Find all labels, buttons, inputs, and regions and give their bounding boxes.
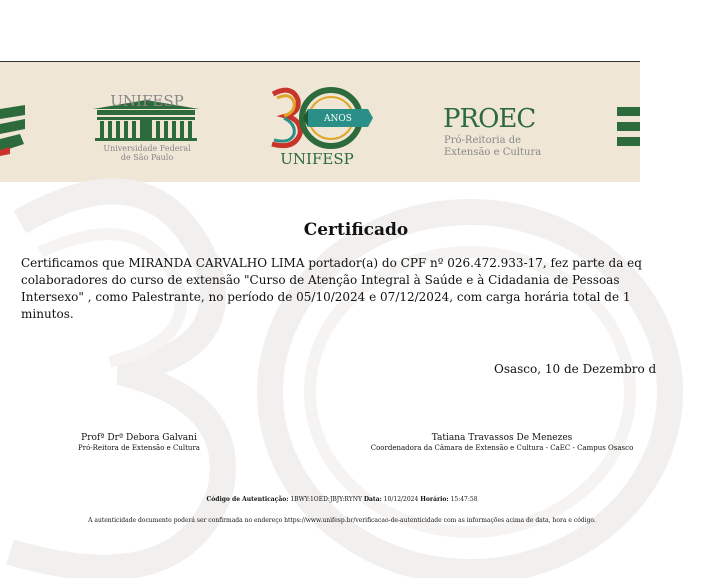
body-line: minutos. bbox=[21, 307, 74, 321]
signature-role: Coordenadora da Câmara de Extensão e Cultura - CaEC - Campus Osasco bbox=[370, 444, 634, 452]
banner-graphics bbox=[0, 62, 640, 182]
proec-logo-name: PROEC bbox=[443, 104, 536, 134]
header-banner bbox=[0, 62, 640, 182]
signature-block-dean bbox=[39, 433, 239, 452]
authentication-line bbox=[0, 496, 684, 503]
auth-code-label: Código de Autenticação: bbox=[206, 496, 289, 503]
body-line: Certificamos que MIRANDA CARVALHO LIMA portador(a) do CPF nº 026.472.933-17, fez parte da eq bbox=[21, 256, 642, 270]
certificate-content bbox=[0, 182, 657, 574]
certificate-title: Certificado bbox=[303, 220, 409, 240]
body-line: colaboradores do curso de extensão "Curso de Atenção Integral à Saúde e à Cidadania de Pessoas bbox=[21, 273, 620, 287]
auth-time-label: Horário: bbox=[420, 496, 449, 503]
certificate-body bbox=[21, 255, 661, 323]
auth-date-value: 10/12/2024 bbox=[383, 496, 419, 503]
left-stripes-icon bbox=[0, 105, 25, 156]
proec-logo-line1: Pró-Reitoria de bbox=[444, 135, 522, 146]
verification-note: A autenticidade documento poderá ser confirmada no endereço https://www.unifesp.br/verificacao-de-autenticidade com as informações acima de data, hora e código. bbox=[88, 517, 596, 524]
proec-logo-line2: Extensão e Cultura bbox=[444, 147, 542, 158]
anniversary-logo-name: UNIFESP bbox=[280, 150, 354, 168]
unifesp-logo-line1: Universidade Federal bbox=[103, 144, 191, 153]
unifesp-logo-name: UNIFESP bbox=[110, 92, 184, 110]
signature-role: Pró-Reitora de Extensão e Cultura bbox=[78, 444, 200, 452]
place-date: Osasco, 10 de Dezembro d bbox=[494, 362, 657, 376]
body-line: Intersexo" , como Palestrante, no período de 05/10/2024 e 07/12/2024, com carga horária total de 1 bbox=[21, 290, 631, 304]
auth-time-value: 15:47:58 bbox=[450, 496, 478, 503]
signature-name: Tatiana Travassos De Menezes bbox=[431, 433, 573, 443]
auth-code-value: 1BWY:1OED:JBJY:RYNY bbox=[290, 496, 362, 503]
right-stripes-icon bbox=[617, 107, 640, 146]
auth-date-label: Data: bbox=[363, 496, 382, 503]
anniversary-30-icon bbox=[272, 90, 373, 146]
unifesp-logo-line2: de São Paulo bbox=[120, 153, 174, 162]
signature-block-coordinator bbox=[352, 433, 652, 452]
signature-name: Profª Drª Debora Galvani bbox=[81, 433, 197, 443]
anniversary-ribbon-text: ANOS bbox=[324, 114, 352, 124]
